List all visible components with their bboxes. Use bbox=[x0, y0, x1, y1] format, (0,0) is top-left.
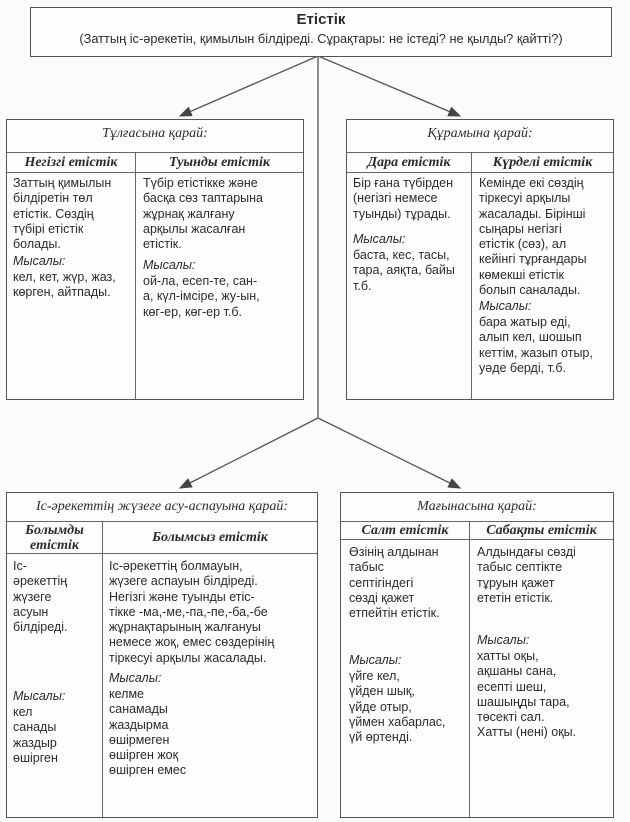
arrow-to-box2 bbox=[318, 56, 460, 116]
examples: кел санады жаздыр өшірген bbox=[13, 705, 58, 765]
column-title: Дара етістік bbox=[367, 155, 451, 170]
examples: кел, кет, жүр, жаз, көрген, айтпады. bbox=[13, 270, 116, 300]
example-label: Мысалы: bbox=[13, 689, 66, 703]
column-text: Бір ғана түбірден (негізгі немесе туынды) тұрады. bbox=[353, 176, 453, 221]
box-by-composition bbox=[346, 119, 614, 400]
examples: хатты оқы, ақшаны сана, есепті шеш, шашыңды тара, төсекті сал. Хатты (нені) оқы. bbox=[477, 649, 577, 740]
examples: бара жатыр еді, алып кел, шошып кеттім, жазып отыр, уәде берді, т.б. bbox=[479, 315, 593, 375]
column-title: Салт етістік bbox=[361, 523, 449, 538]
box-by-realization bbox=[6, 492, 318, 818]
box-heading: Құрамына қарай: bbox=[427, 126, 533, 141]
column-title: Негізгі етістік bbox=[24, 155, 118, 170]
examples: ой-ла, есеп-те, сан- а, күл-імсіре, жу-ын, көг-ер, көг-ер т.б. bbox=[143, 274, 260, 319]
example-label: Мысалы: bbox=[13, 254, 66, 268]
example-label: Мысалы: bbox=[353, 232, 406, 246]
box-by-form bbox=[6, 119, 304, 400]
column-text: Іс- әрекеттің жүзеге асуын білдіреді. bbox=[13, 559, 68, 635]
arrow-to-box3 bbox=[180, 418, 318, 488]
column-title: Болымсыз етістік bbox=[152, 530, 268, 545]
arrow-to-box4 bbox=[318, 418, 460, 488]
root-subtitle: (Заттың іс-әрекетін, қимылын білдіреді. Сұрақтары: не істеді? не қылды? қайтті?) bbox=[79, 31, 563, 46]
column-title: Күрделі етістік bbox=[492, 155, 593, 170]
examples: үйге кел, үйден шық, үйде отыр, үймен хабарлас, үй өртенді. bbox=[349, 669, 446, 745]
example-label: Мысалы: bbox=[477, 633, 530, 647]
example-label: Мысалы: bbox=[479, 299, 532, 313]
column-title: Сабақты етістік bbox=[486, 523, 597, 538]
column-text: Іс-әрекеттің болмауын, жүзеге аспауын білдіреді. Негізгі және туынды етіс- тікке -ма,-ме,-па,-пе,-ба,-бе жұрнақтарының жалғануы немесе жоқ, емес сөздерінің тіркесуі арқылы жасалады. bbox=[109, 559, 275, 665]
example-label: Мысалы: bbox=[349, 653, 402, 667]
example-label: Мысалы: bbox=[109, 671, 162, 685]
arrow-to-box1 bbox=[180, 56, 318, 116]
column-text: Алдындағы сөзді табыс септікте тұруын қажет ететін етістік. bbox=[477, 545, 576, 605]
column-title: Туынды етістік bbox=[169, 155, 270, 170]
box-heading: Мағынасына қарай: bbox=[417, 499, 537, 514]
column-text: Заттың қимылын білдіретін төл етістік. Сөздің түбірі етістік болады. bbox=[13, 176, 112, 252]
column-text: Түбір етістікке және басқа сөз таптарына жұрнақ жалғану арқылы жасалған етістік. bbox=[143, 176, 264, 252]
examples: баста, кес, тасы, тара, аяқта, байы т.б. bbox=[353, 248, 455, 293]
root-box bbox=[30, 7, 612, 57]
examples: келме санамады жаздырма өшірмеген өшірген жоқ өшірген емес bbox=[109, 687, 187, 778]
box-by-meaning bbox=[340, 492, 614, 818]
box-heading: Тұлғасына қарай: bbox=[102, 126, 208, 141]
box-heading: Іс-әрекеттің жүзеге асу-аспауына қарай: bbox=[36, 499, 288, 514]
example-label: Мысалы: bbox=[143, 258, 196, 272]
column-text: Өзінің алдынан табыс септігіндегі сөзді қажет етпейтін етістік. bbox=[349, 545, 440, 621]
root-title: Етістік bbox=[296, 11, 346, 28]
column-title: Болымды етістік bbox=[25, 523, 84, 553]
column-text: Кемінде екі сөздің тіркесуі арқылы жасалады. Бірінші сыңары негізгі етістік (сөз), ал кейінгі тұрғандары көмекші етістік болып саналады. bbox=[479, 176, 587, 298]
